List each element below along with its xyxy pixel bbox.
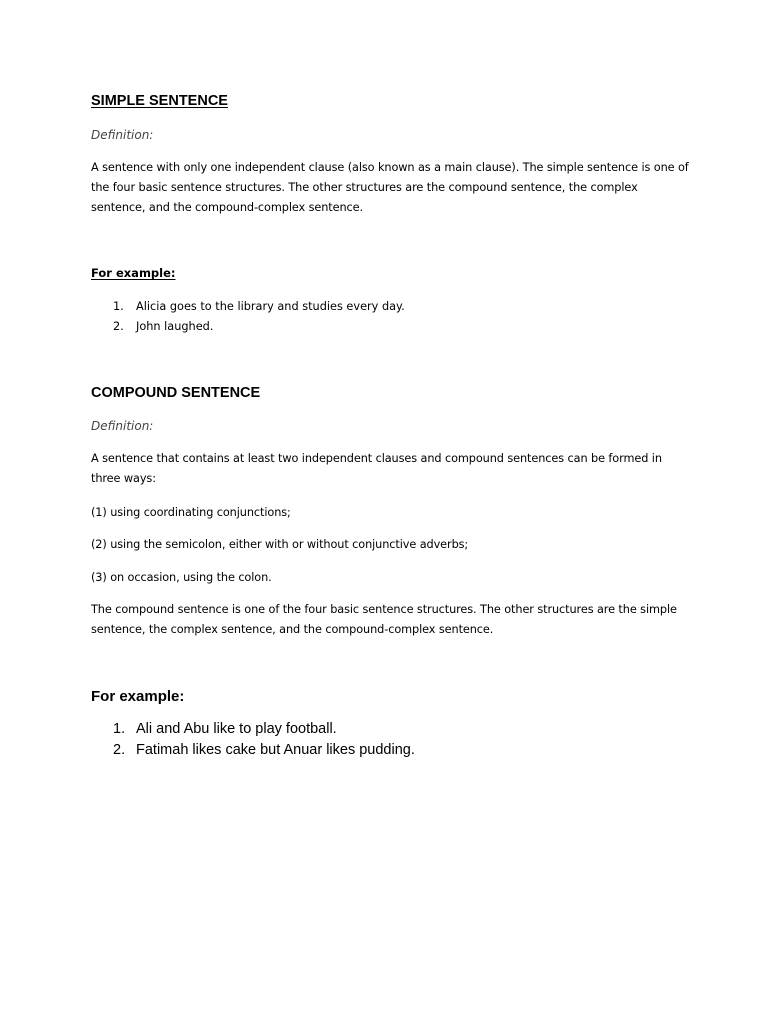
simple-example-label-block <box>91 265 681 281</box>
simple-example-list <box>91 297 681 337</box>
list-item-number: 1. <box>113 721 126 737</box>
list-item-number: 2. <box>113 320 124 333</box>
compound-definition-block <box>91 449 691 489</box>
compound-example-list-block <box>91 719 681 761</box>
compound-way-2: (2) using the semicolon, either with or without conjunctive adverbs; <box>91 538 469 551</box>
compound-example-list <box>91 719 681 761</box>
list-item <box>91 317 681 337</box>
list-item-text: Ali and Abu like to play football. <box>136 721 337 737</box>
simple-definition-text: A sentence with only one independent clause (also known as a main clause). The simple sentence is one of the four basic sentence structures. The other structures are the compound sentence, the complex sentence, and the compound-complex sentence. <box>91 161 689 214</box>
list-item-number: 2. <box>113 742 126 758</box>
compound-example-label-block <box>91 688 681 706</box>
compound-example-label: For example: <box>91 688 185 705</box>
simple-definition-block <box>91 158 691 218</box>
simple-sentence-heading: SIMPLE SENTENCE <box>91 93 228 109</box>
compound-way-2-block <box>91 535 681 555</box>
list-item-text: Alicia goes to the library and studies every day. <box>136 300 405 313</box>
compound-way-1-block <box>91 503 681 523</box>
simple-sentence-heading-block <box>91 92 681 110</box>
list-item-number: 1. <box>113 300 124 313</box>
compound-way-3-block <box>91 568 681 588</box>
simple-definition-label: Definition: <box>91 128 154 142</box>
simple-example-label: For example: <box>91 266 176 280</box>
compound-structure-block <box>91 600 691 640</box>
compound-way-1: (1) using coordinating conjunctions; <box>91 506 291 519</box>
compound-definition-text: A sentence that contains at least two independent clauses and compound sentences can be formed in three ways: <box>91 452 662 485</box>
compound-sentence-heading: COMPOUND SENTENCE <box>91 385 261 401</box>
compound-definition-label-block <box>91 418 681 434</box>
simple-example-list-block <box>91 297 681 337</box>
list-item <box>91 740 681 761</box>
compound-structure-text: The compound sentence is one of the four basic sentence structures. The other structures are the simple sentence, the complex sentence, and the compound-complex sentence. <box>91 603 677 636</box>
list-item-text: John laughed. <box>136 320 214 333</box>
simple-definition-label-block <box>91 127 681 143</box>
compound-definition-label: Definition: <box>91 419 154 433</box>
compound-sentence-heading-block <box>91 384 681 402</box>
list-item <box>91 297 681 317</box>
list-item <box>91 719 681 740</box>
compound-way-3: (3) on occasion, using the colon. <box>91 571 272 584</box>
list-item-text: Fatimah likes cake but Anuar likes pudding. <box>136 742 415 758</box>
